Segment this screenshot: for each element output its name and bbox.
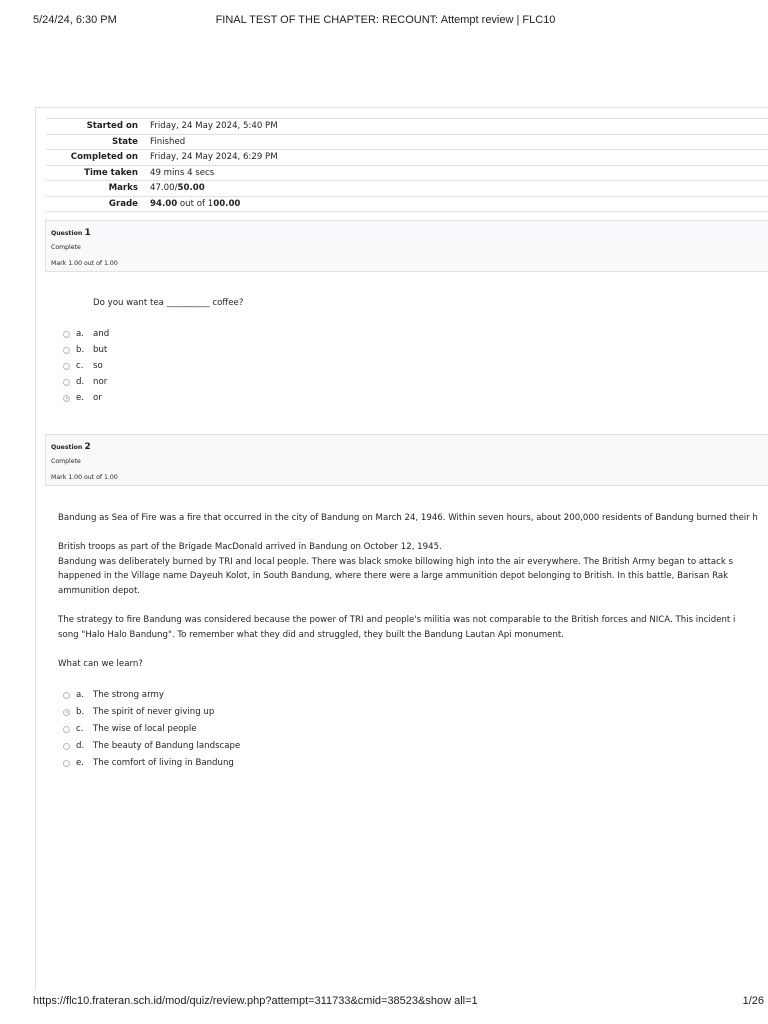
question-text-after: coffee? xyxy=(209,298,244,308)
print-header xyxy=(33,14,738,30)
radio-button[interactable] xyxy=(63,379,70,386)
radio-button[interactable] xyxy=(63,692,70,699)
question-label: Question xyxy=(51,230,83,237)
summary-row xyxy=(46,134,768,150)
question-info-1 xyxy=(45,220,768,272)
question-mark: Mark 1.00 out of 1.00 xyxy=(51,474,118,481)
answer-option-selected[interactable] xyxy=(63,706,214,718)
summary-row xyxy=(46,150,768,166)
summary-row xyxy=(46,196,768,212)
answer-option[interactable] xyxy=(63,344,107,356)
radio-button[interactable] xyxy=(63,347,70,354)
answer-option[interactable] xyxy=(63,376,107,388)
passage-line: Bandung was deliberately burned by TRI and local people. There was black smoke billowing high into the air everywhere. The British Army began to attack s xyxy=(58,556,734,567)
question-state: Complete xyxy=(51,244,81,251)
summary-row xyxy=(46,165,768,181)
passage-paragraph xyxy=(58,511,768,526)
marks-value xyxy=(144,181,768,197)
answer-option[interactable] xyxy=(63,360,103,372)
option-letter: d. xyxy=(76,377,85,387)
marks-obtained: 47.00/ xyxy=(150,183,178,194)
question-blank: __________ xyxy=(166,298,210,308)
option-text: so xyxy=(93,361,103,371)
question-number-value: 1 xyxy=(84,228,91,238)
option-letter: a. xyxy=(76,690,84,700)
question-number xyxy=(51,442,91,452)
question-mark: Mark 1.00 out of 1.00 xyxy=(51,260,118,267)
page-count: 1/26 xyxy=(742,995,764,1007)
option-text: The spirit of never giving up xyxy=(93,707,215,717)
summary-label: State xyxy=(46,134,144,150)
option-text: or xyxy=(93,393,102,403)
passage-paragraph xyxy=(58,540,768,598)
option-letter: c. xyxy=(76,361,84,371)
summary-value: Finished xyxy=(144,134,768,150)
option-letter: b. xyxy=(76,345,85,355)
passage-line: song "Halo Halo Bandung". To remember what they did and struggled, they built the Bandung Lautan Api monument. xyxy=(58,629,565,640)
quiz-review-region xyxy=(35,107,768,990)
option-letter: b. xyxy=(76,707,85,717)
passage-line: happened in the Village name Dayeuh Kolot, in South Bandung, where there were a large ammunition depot belonging to British. In this battle, Barisan Rak xyxy=(58,571,729,581)
option-text: The wise of local people xyxy=(93,724,197,734)
question-text xyxy=(93,298,243,308)
answer-option[interactable] xyxy=(63,328,109,340)
summary-label: Grade xyxy=(46,196,144,212)
grade-out-of: out of xyxy=(177,198,208,209)
answer-option[interactable] xyxy=(63,689,164,701)
option-letter: c. xyxy=(76,724,84,734)
summary-row xyxy=(46,181,768,197)
passage-line: Bandung as Sea of Fire was a fire that occurred in the city of Bandung on March 24, 1946. Within seven hours, about 200,000 residents of Bandung burned their h xyxy=(58,513,758,523)
summary-label: Time taken xyxy=(46,165,144,181)
option-text: and xyxy=(93,329,110,339)
question-label: Question xyxy=(51,444,83,451)
question-text-before: Do you want tea xyxy=(93,298,167,308)
passage-paragraph xyxy=(58,613,768,642)
passage-line: The strategy to fire Bandung was considered because the power of TRI and people's militia was not comparable to the British forces and NICA. This incident i xyxy=(58,615,736,625)
summary-value: Friday, 24 May 2024, 6:29 PM xyxy=(144,150,768,166)
option-text: nor xyxy=(93,377,108,387)
question-number xyxy=(51,228,91,238)
option-text: The strong army xyxy=(93,690,164,700)
option-letter: a. xyxy=(76,329,84,339)
grade-value xyxy=(144,196,768,212)
summary-row xyxy=(46,119,768,135)
radio-button-selected[interactable] xyxy=(63,395,70,402)
summary-label: Marks xyxy=(46,181,144,197)
grade-score: 94.00 xyxy=(150,198,178,209)
option-text: but xyxy=(93,345,108,355)
grade-max-suffix: 00.00 xyxy=(213,198,241,209)
answer-option[interactable] xyxy=(63,723,197,735)
summary-label: Started on xyxy=(46,119,144,135)
passage-line: British troops as part of the Brigade MacDonald arrived in Bandung on October 12, 1945. xyxy=(58,542,442,552)
marks-total: 50.00 xyxy=(177,183,205,194)
radio-button[interactable] xyxy=(63,331,70,338)
question-prompt: What can we learn? xyxy=(58,659,143,669)
page-url: https://flc10.frateran.sch.id/mod/quiz/review.php?attempt=311733&cmid=38523&show all=1 xyxy=(33,995,478,1007)
answer-option-selected[interactable] xyxy=(63,392,102,404)
radio-button-selected[interactable] xyxy=(63,709,70,716)
radio-button[interactable] xyxy=(63,760,70,767)
question-number-value: 2 xyxy=(84,442,91,452)
attempt-summary-table xyxy=(46,118,768,212)
option-text: The comfort of living in Bandung xyxy=(93,758,234,768)
radio-button[interactable] xyxy=(63,726,70,733)
radio-button[interactable] xyxy=(63,363,70,370)
print-page-title: FINAL TEST OF THE CHAPTER: RECOUNT: Attempt review | FLC10 xyxy=(215,14,556,26)
summary-label: Completed on xyxy=(46,150,144,166)
summary-value: 49 mins 4 secs xyxy=(144,165,768,181)
answer-option[interactable] xyxy=(63,740,240,752)
question-state: Complete xyxy=(51,458,81,465)
summary-value: Friday, 24 May 2024, 5:40 PM xyxy=(144,119,768,135)
option-letter: d. xyxy=(76,741,85,751)
option-letter: e. xyxy=(76,393,85,403)
option-text: The beauty of Bandung landscape xyxy=(93,741,241,751)
print-datetime: 5/24/24, 6:30 PM xyxy=(33,14,117,26)
answer-option[interactable] xyxy=(63,757,234,769)
passage-line: ammunition depot. xyxy=(58,585,141,596)
print-footer xyxy=(33,995,764,1011)
radio-button[interactable] xyxy=(63,743,70,750)
grade-max-prefix: 1 xyxy=(207,198,214,209)
option-letter: e. xyxy=(76,758,85,768)
question-info-2 xyxy=(45,434,768,486)
